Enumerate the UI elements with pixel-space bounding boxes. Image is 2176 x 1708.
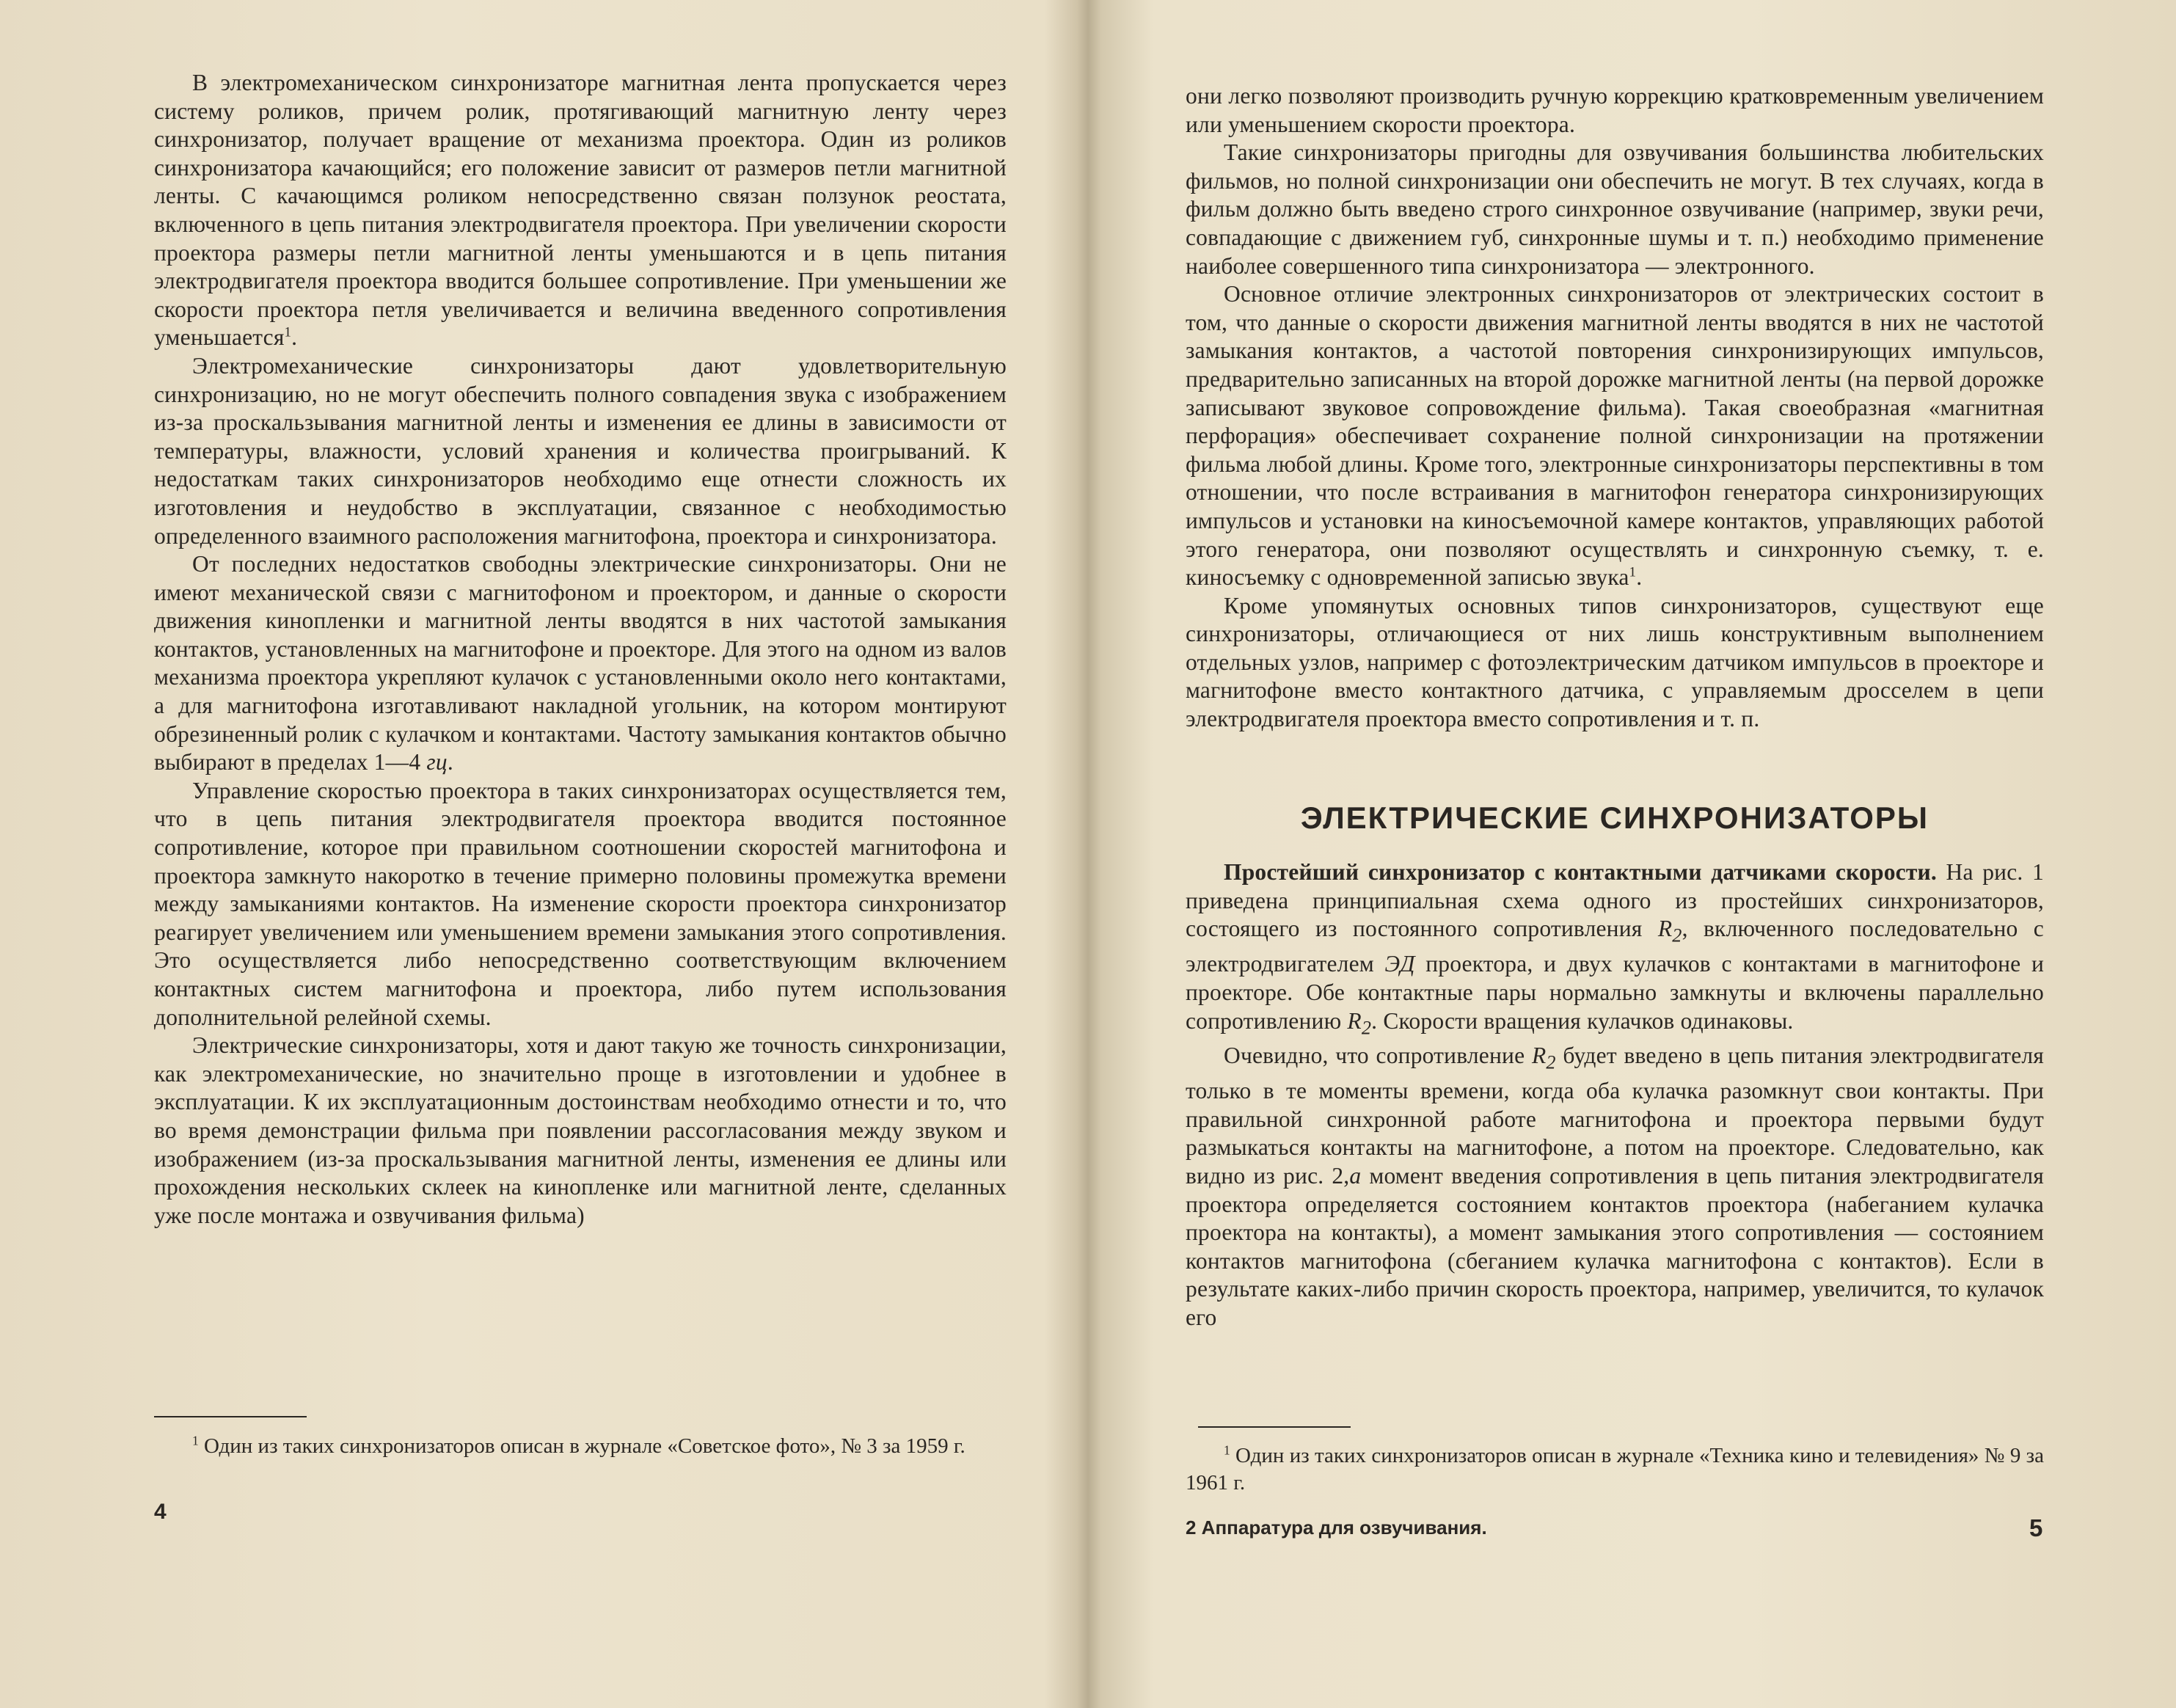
footnote-ref: 1 [284, 324, 292, 340]
unit: гц [426, 749, 448, 775]
right-page [1088, 0, 2176, 1708]
symbol-ed: ЭД [1384, 951, 1415, 977]
paragraph: В электромеханическом синхронизаторе магнитная лента пропускается через систему роликов, причем ролик, протягивающий магнитную ленту через синхронизатор, получает вращение от механизма проектора. Один из роликов синхронизатора качающийся; его положение зависит от размеров петли магнитной ленты. С качающимся роликом непосредственно связан ползунок реостата, включенного в цепь питания электродвигателя проектора. При увеличении скорости проектора размеры петли магнитной ленты уменьшаются и в цепь питания электродвигателя проектора вводится большее сопротивление. При уменьшении же скорости проектора петля увеличивается и величина введенного сопротивления уменьшается$^1$. [154, 70, 1007, 351]
paragraph: Электромеханические синхронизаторы дают удовлетворительную синхронизацию, но не могут обеспечить полного совпадения звука с изображением из-за проскальзывания магнитной ленты и изменения ее длины в зависимости от температуры, влажности, условий хранения и количества проигрываний. К недостаткам таких синхронизаторов необходимо еще отнести сложность их изготовления и неудобство в эксплуатации, связанное с необходимостью определенного взаимного расположения магнитофона, проектора и синхронизатора. [154, 352, 1007, 549]
run-in-heading: Простейший синхронизатор с контактными датчиками скорости. [1224, 859, 1937, 886]
paragraph: Такие синхронизаторы пригодны для озвучивания большинства любительских фильмов, но полной синхронизации они обеспечить не могут. В тех случаях, когда в фильм должно быть введено строго синхронное озвучивание (например, звуки речи, совпадающие с движением губ, синхронные шумы и т. п.) необходимо применение наиболее совершенного типа синхронизатора — электронного. [1186, 139, 2044, 279]
paragraph: Простейший синхронизатор с контактными датчиками скорости. На рис. 1 приведена принципиальная схема одного из простейших синхронизаторов, состоящего из постоянного сопротивления $R_2$, включенного последовательно с электродвигателем ЭД проектора, и двух кулачков с контактами в магнитофоне и проекторе. Обе контактные пары нормально замкнуты и включены параллельно сопротивлению $R_2$. Скорости вращения кулачков одинаковы. [1186, 859, 2045, 1038]
symbol-r2: $R_2$ [1531, 1043, 1556, 1073]
paragraph: От последних недостатков свободны электрические синхронизаторы. Они не имеют механической связи с магнитофоном и проектором, и данные о скорости движения кинопленки и магнитной ленты вводятся в них частотой замыкания контактов, установленных на магнитофоне и проекторе. Для этого на одном из валов механизма проектора укрепляют кулачок с установленными около него контактами, а для магнитофона изготавливают накладной угольник, на котором монтируют обрезиненный ролик с кулачком и контактами. Частоту замыкания контактов обычно выбирают в пределах 1—4 гц. [154, 551, 1007, 775]
footnote-mark: 1 [1224, 1442, 1230, 1458]
page-number: 4 [154, 1500, 167, 1524]
footnote [1186, 1442, 2044, 1497]
left-page-text [154, 69, 1007, 1230]
paragraph: Электрические синхронизаторы, хотя и дают такую же точность синхронизации, как электромеханические, но значительно проще в изготовлении и удобнее в эксплуатации. К их эксплуатационным достоинствам необходимо отнести и то, что во время демонстрации фильма при появлении рассогласования между звуком и изображением (из-за проскальзывания магнитной ленты, изменения ее длины или прохождения нескольких склеек на кинопленке или магнитной ленте, сделанных уже после монтажа и озвучивания фильма) [154, 1032, 1007, 1228]
signature-mark: 2 Аппаратура для озвучивания. [1186, 1517, 1487, 1539]
figure-letter: а [1349, 1163, 1362, 1189]
footnote-ref: 1 [1629, 564, 1637, 580]
paragraph: Основное отличие электронных синхронизаторов от электрических состоит в том, что данные о скорости движения магнитной ленты вводятся в них не частотой замыкания контактов, а частотой повторения синхронизирующих импульсов, предварительно записанных на второй дорожке магнитной ленты (на первой дорожке записывают звуковое сопровождение фильма). Такая своеобразная «магнитная перфорация» обеспечивает сохранение полной синхронизации на протяжении фильма любой длины. Кроме того, электронные синхронизаторы перспективны в том отношении, что после встраивания в магнитофон генератора синхронизирующих импульсов и установки на киносъемочной камере контактов, управляющих работой этого генератора, они позволяют осуществлять и синхронную съемку, т. е. киносъемку с одновременной записью звука$^1$. [1186, 281, 2044, 591]
footnote [154, 1433, 1007, 1460]
footnote-mark: 1 [192, 1433, 199, 1448]
right-page-text [1186, 82, 2044, 1332]
page-number: 5 [2029, 1514, 2043, 1541]
symbol-r2: $R_2$ [1657, 916, 1682, 946]
section-heading: ЭЛЕКТРИЧЕСКИЕ СИНХРОНИЗАТОРЫ [1300, 800, 1929, 835]
paragraph: Очевидно, что сопротивление $R_2$ будет введено в цепь питания электродвигателя только в те моменты времени, когда оба кулачка разомкнут свои контакты. При правильной синхронной работе магнитофона и проектора первыми будут размыкаться контакты на магнитофоне, а потом на проекторе. Следовательно, как видно из рис. 2,а момент введения сопротивления в цепь питания электродвигателя проектора определяется состоянием контактов проектора (набеганием кулачка проектора на контакты), а момент замыкания этого сопротивления — состоянием контактов магнитофона (сбеганием кулачка магнитофона с контактов). Если в результате каких-либо причин скорость проектора, например, увеличится, то кулачок его [1186, 1043, 2044, 1331]
symbol-r2: $R_2$ [1347, 1007, 1372, 1038]
paragraph: они легко позволяют производить ручную коррекцию кратковременным увеличением или уменьшением скорости проектора. [1186, 83, 2044, 137]
paragraph: Управление скоростью проектора в таких синхронизаторах осуществляется тем, что в цепь питания электродвигателя проектора вводится постоянное сопротивление, которое при правильном соотношении скоростей магнитофона и проектора замкнуто накоротко в течение примерно половины промежутка времени между замыканиями контактов. На изменение скорости проектора синхронизатор реагирует увеличением или уменьшением времени замыкания этого сопротивления. Это осуществляется либо непосредственно соответствующим включением контактных систем магнитофона и проектора, либо путем использования дополнительной релейной схемы. [154, 777, 1007, 1030]
paragraph: Кроме упомянутых основных типов синхронизаторов, существуют еще синхронизаторы, отличающиеся от них лишь конструктивным выполнением отдельных узлов, например с фотоэлектрическим датчиком импульсов в проекторе и магнитофоне вместо контактного датчика, с управляемым дросселем в цепи электродвигателя проектора вместо сопротивления и т. п. [1186, 592, 2044, 732]
footnote-text: Один из таких синхронизаторов описан в журнале «Техника кино и телевидения» № 9 за 1961 г. [1186, 1444, 2044, 1494]
footnote-rule [1198, 1426, 1351, 1428]
footnote-rule [154, 1416, 307, 1417]
footnote-text: Один из таких синхронизаторов описан в журнале «Советское фото», № 3 за 1959 г. [203, 1434, 965, 1458]
